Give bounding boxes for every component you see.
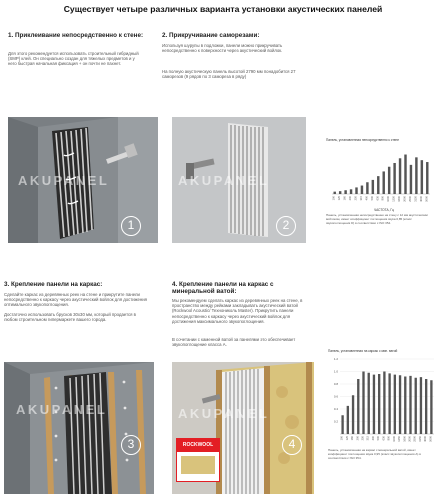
chart-2-bar [404,377,406,435]
chart-2-x-tick: 5000 [429,436,433,442]
chart-2-bar [341,415,343,434]
chart-2-y-tick: 0.6 [333,394,338,399]
chart-1-x-tick: 630 [376,196,380,201]
chart-2-title: Панель, установленная на каркас с мин. ватой [328,349,398,353]
section-4-heading: 4. Крепление панели на каркас с минеральной ватой: [172,281,274,296]
chart-1-bar [361,186,363,194]
chart-2-note: Панель, установленная на каркас с минеральной ватой, имеет коэффициент поглощения звука 0,95 (класс звукопоглощения A) в соответствии с ISO 354. [328,448,421,460]
chart-2-x-tick: 500 [377,436,381,441]
chart-2-bar [383,372,385,435]
chart-2-x-tick: 2500 [413,436,417,442]
chart-2-bar [425,379,427,434]
chart-1-xlabel: ЧАСТОТА, Гц [374,208,394,212]
chart-2-bar [399,375,401,434]
chart-1-x-tick: 4000 [419,196,423,202]
chart-2-bar [394,375,396,434]
section-4-text: Мы рекомендуем сделать каркас из деревянных реек на стене, в пространство между рейками закладывать акустический ватой (Rockwool Acoustic/ Технониколь Master). Прикрутить панели непосредственно к каркасу через акустический войлок для достижения максимального звукопоглощения. [172,298,303,324]
chart-2-x-tick: 200 [356,436,360,441]
chart-2-bar [362,372,364,435]
chart-1-x-tick: 800 [381,196,385,201]
chart-1-bar [426,162,428,194]
step-number-1: 1 [121,216,141,236]
chart-1-x-tick: 3150 [414,196,418,202]
step-number-3: 3 [121,435,141,455]
watermark: AKUPANEL [178,173,270,188]
chart-1-bar [355,187,357,194]
chart-1-bar [372,180,374,194]
chart-1-bar [377,176,379,194]
chart-2-y-tick: 1.0 [333,369,338,374]
chart-2-x-tick: 315 [366,436,370,441]
chart-1-title: Панель, установленная непосредственно к стене [326,138,400,142]
watermark: AKUPANEL [16,402,108,417]
chart-1-bar [399,158,401,194]
chart-2-bar [409,376,411,434]
chart-1-x-tick: 2500 [408,196,412,202]
section-1-text: Для этого рекомендуется использовать строительный гибридный (SMP) клей. Он специально создан для тяжелых предметов и у него быстрая начальная фиксация + он почти не пахнет. [8,51,139,67]
chart-1-bar [415,157,417,194]
chart-1-bar [382,171,384,194]
chart-1-x-tick: 2000 [403,196,407,202]
chart-2-bar [373,375,375,434]
chart-2-bar [378,374,380,434]
chart-2-y-tick: 0.8 [333,382,338,386]
chart-1-bar [339,191,341,194]
illustration-2 [172,117,306,243]
chart-1-x-tick: 400 [365,196,369,201]
chart-1-bar [350,189,352,194]
chart-2-x-tick: 125 [345,436,349,441]
chart-1-bar [421,160,423,194]
chart-1-x-tick: 1250 [392,196,396,202]
chart-2-y-tick: 0.2 [333,419,338,424]
watermark: AKUPANEL [18,173,110,188]
chart-2-bar [357,379,359,434]
chart-1-x-tick: 1000 [387,196,391,202]
chart-1-x-tick: 160 [343,196,347,201]
section-2-text-extra: На полную акустическую панель высотой 2790 мм понадобится 27 саморезов (9 рядов по 3 самореза в ряду) [162,69,296,80]
chart-1-x-tick: 100 [332,196,336,201]
chart-2-x-tick: 1000 [392,436,396,442]
chart-2-x-tick: 2000 [408,436,412,442]
chart-1-bar [344,190,346,194]
section-4-text-extra: В сочетании с каменной ватой за панелями это обеспечивает звукопоглощение класса А. [172,337,296,348]
page-title: Существует четыре различных варианта установки акустических панелей [63,4,383,14]
chart-2-plot [328,356,438,446]
section-2-heading: 2. Прикручивание саморезами: [162,32,260,39]
illustration-4 [172,362,314,494]
chart-2-x-tick: 160 [351,436,355,441]
chart-1-plot [326,144,434,204]
chart-1-x-tick: 125 [338,196,342,201]
chart-2-bar [352,395,354,434]
chart-2-bar [430,380,432,434]
chart-1-x-tick: 500 [370,196,374,201]
illustration-3-art [4,362,154,494]
chart-2-x-tick: 4000 [424,436,428,442]
chart-2-x-tick: 3150 [418,436,422,442]
chart-2-x-tick: 250 [361,436,365,441]
chart-2-bar [415,378,417,434]
illustration-1 [8,117,158,243]
chart-1-bar [388,167,390,194]
chart-1-bar [410,165,412,194]
chart-2-y-tick: 0.4 [333,407,338,411]
step-number-4: 4 [282,435,302,455]
section-3-text: Сделайте каркас из деревянных реек на стене и прикрутите панели непосредственно к каркасу через акустический войлок для достижения оптимального звукопоглощения. [4,292,147,308]
rockwool-wool-image [181,456,215,474]
watermark: AKUPANEL [178,406,270,421]
chart-2-x-tick: 1600 [403,436,407,442]
chart-1-bar [393,163,395,194]
chart-2-bar [388,373,390,434]
chart-1-note: Панель, установленная непосредственно на стену с 12 мм акустическим войлоком, имеет коэффициент поглощения звука 0,85 (класс звукопоглощения D) в соответствии с ISO 354. [326,213,428,225]
chart-2-bar [368,373,370,434]
section-3-heading: 3. Крепление панели на каркас: [4,281,103,288]
rockwool-label: ROCKWOOL [177,439,219,452]
chart-1-x-tick: 200 [349,196,353,201]
chart-1-x-tick: 5000 [425,196,429,202]
rockwool-package [176,438,220,482]
section-3-text-extra: Достаточно использовать брусков 30x30 мм, который продается в любом строительном гипермаркете вашего города. [4,312,136,323]
chart-2-x-tick: 800 [387,436,391,441]
chart-1-bar [404,155,406,194]
chart-2-bar [420,377,422,434]
illustration-3 [4,362,154,494]
chart-1-x-tick: 250 [354,196,358,201]
chart-2-x-tick: 630 [382,436,386,441]
step-number-2: 2 [276,216,296,236]
chart-2-x-tick: 1250 [398,436,402,442]
chart-1 [326,138,434,224]
chart-2-x-tick: 400 [371,436,375,441]
chart-1-x-tick: 1600 [398,196,402,202]
chart-1-bar [366,182,368,194]
chart-1-x-tick: 315 [359,196,363,201]
chart-1-bar [333,192,335,194]
chart-2-x-tick: 100 [340,436,344,441]
section-2-text: Используя шурупы в подложки, панели можно прикручивать непосредственно к поверхности через акустический войлок. [162,43,283,54]
chart-2-y-tick: 1.2 [333,357,338,361]
section-1-heading: 1. Приклеивание непосредственно к стене: [8,32,144,39]
chart-2 [328,349,440,469]
chart-2-bar [347,406,349,434]
